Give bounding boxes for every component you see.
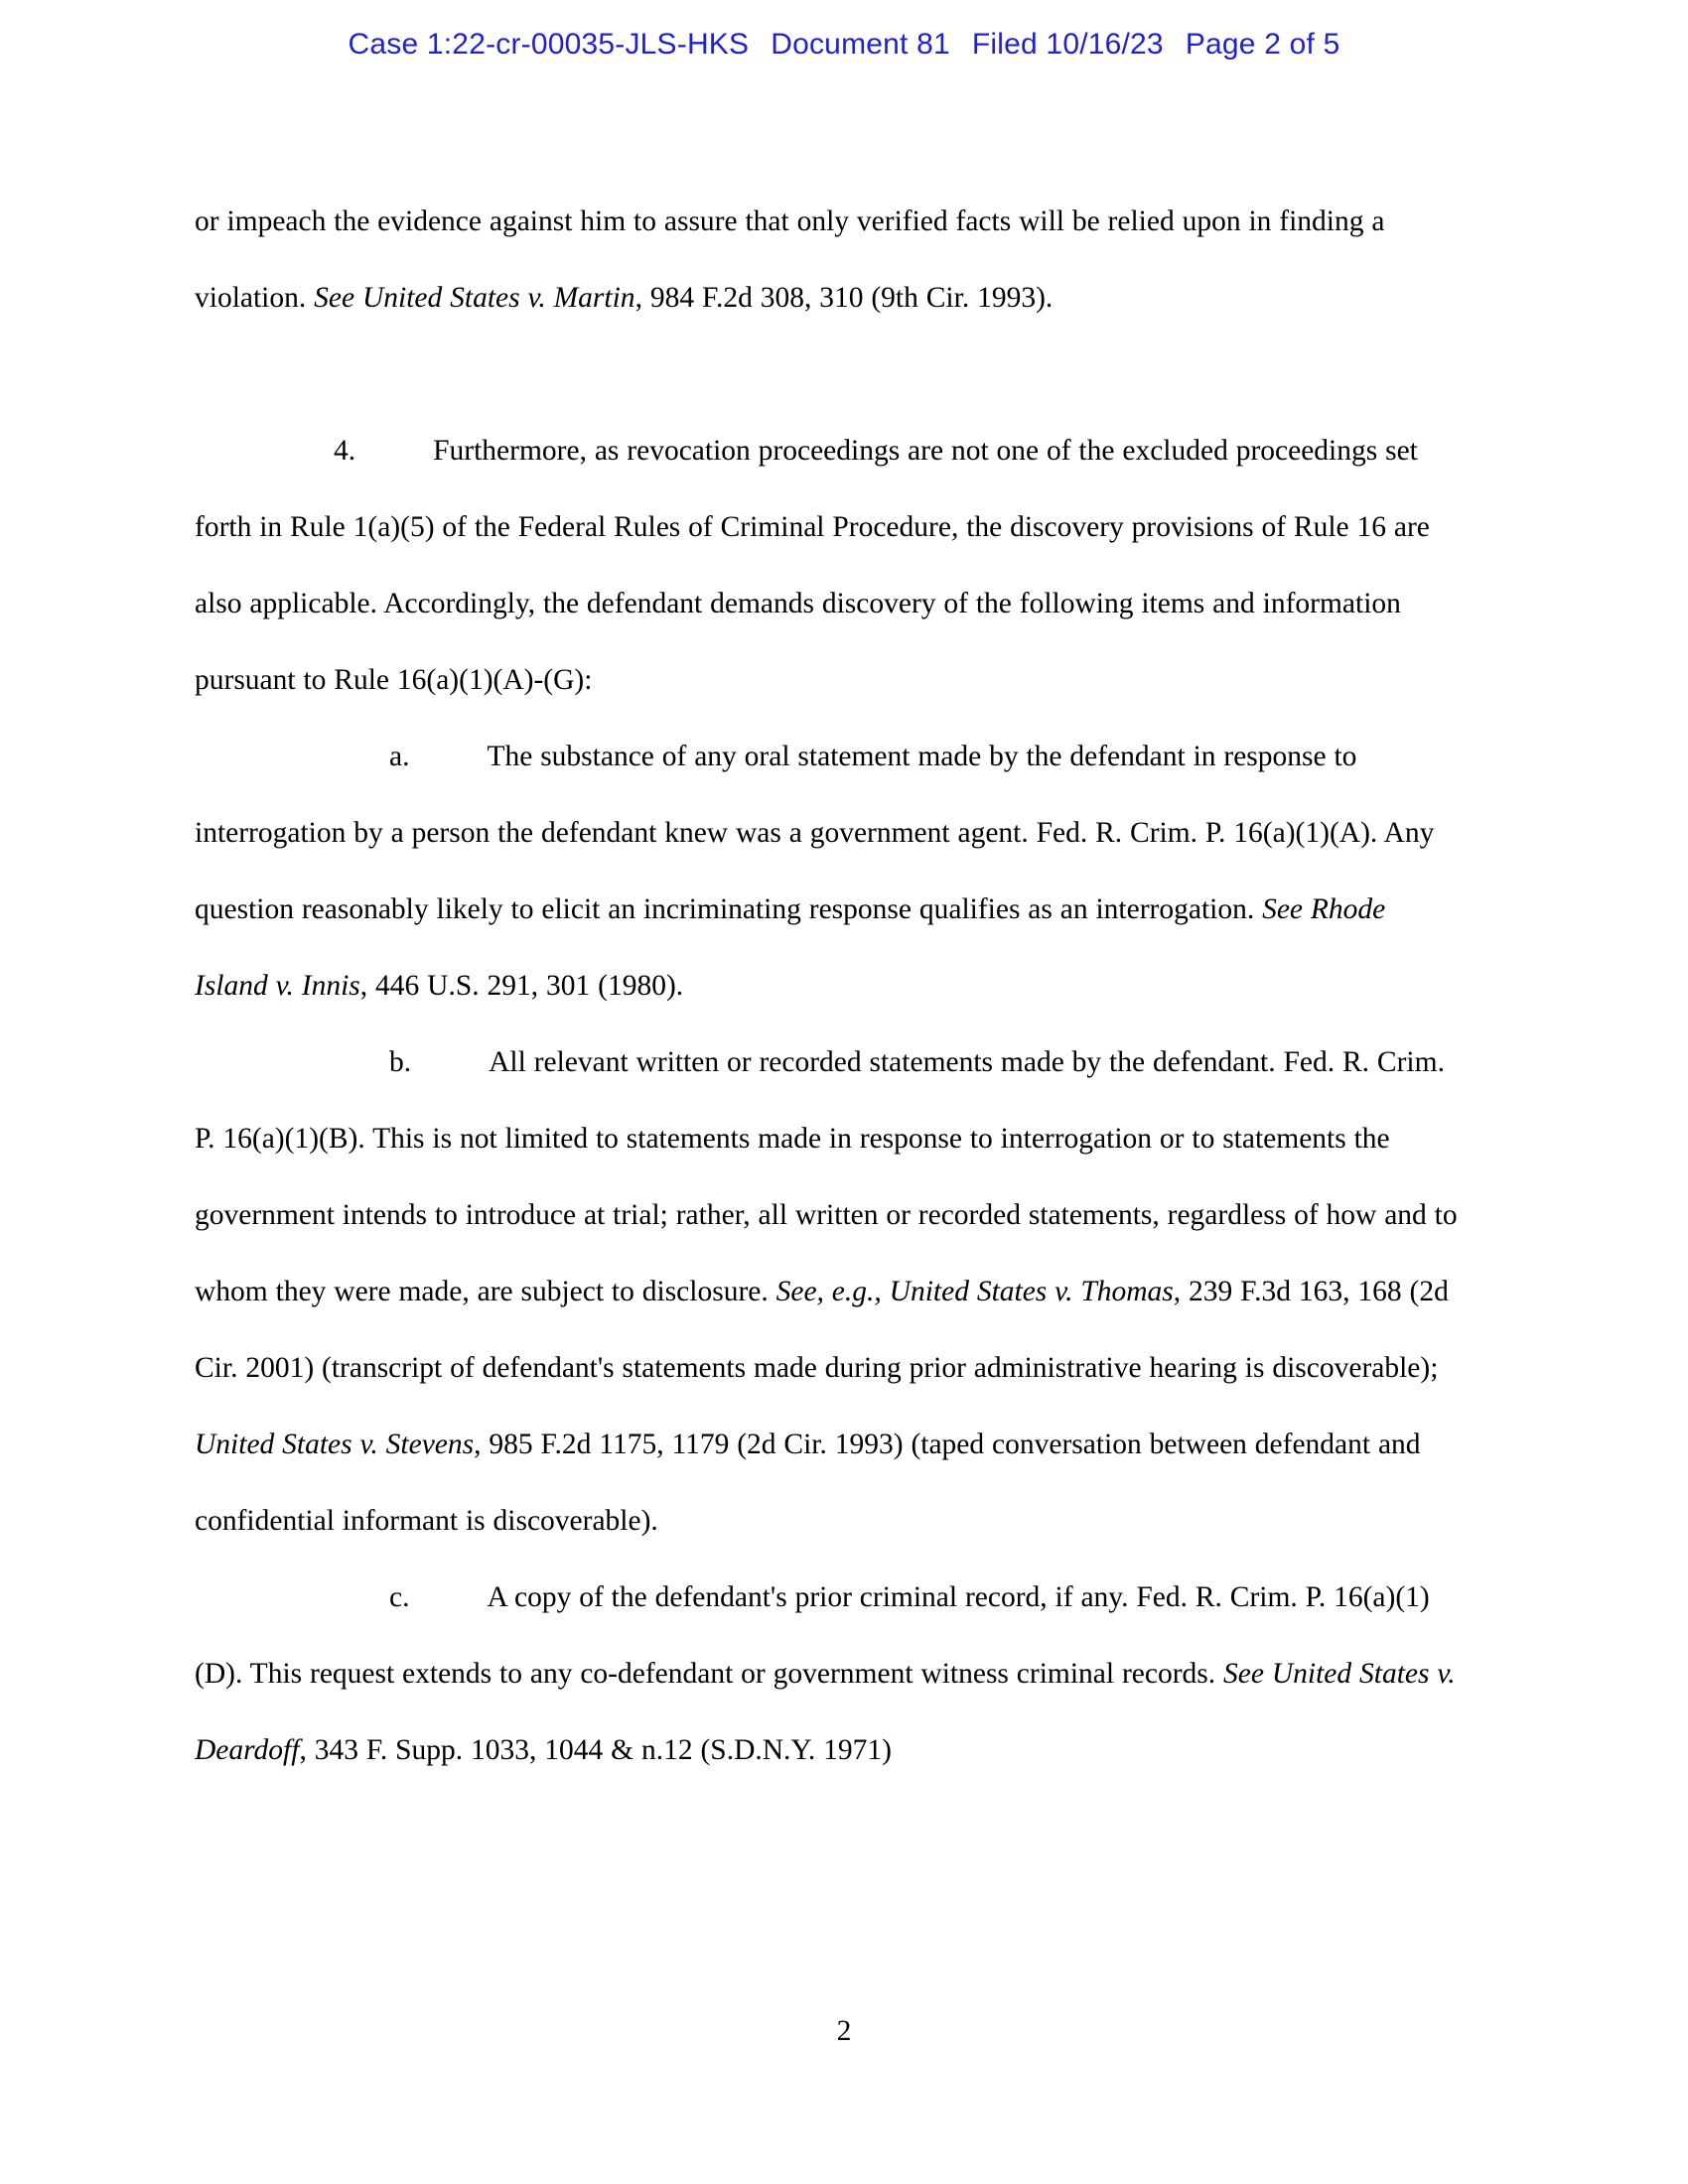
ecf-case-number: Case 1:22-cr-00035-JLS-HKS (348, 28, 750, 61)
paragraph-4 (195, 413, 1466, 719)
carryover-line-2-pre: finding a violation. (195, 205, 1385, 314)
ecf-filing-header (0, 28, 1688, 62)
ecf-filed-date: Filed 10/16/23 (971, 28, 1164, 61)
paragraph-4-text: Furthermore, as revocation proceedings are not one of the excluded proceedings set forth in Rule 1(a)(5) of the Federal Rules of Criminal Procedure, the discovery provisions of Rule 16 are also applicable. Accordingly, the defendant demands discovery of the following items and information pursuant to Rule 16(a)(1)(A)-(G): (195, 435, 1430, 696)
carryover-line-1: or impeach the evidence against him to assure that only verified facts will be relied upon in (195, 205, 1272, 237)
citation-stevens: United States v. Stevens (195, 1429, 475, 1460)
citation-deardoff: See United States v. Deardoff (195, 1658, 1456, 1766)
subparagraph-c-text-post: , 343 F. Supp. 1033, 1044 & n.12 (S.D.N.Y. 1971) (299, 1734, 892, 1766)
citation-thomas: See, e.g., United States v. Thomas (775, 1276, 1174, 1307)
ecf-document-number: Document 81 (771, 28, 950, 61)
citation-innis: See Rhode Island v. Innis (195, 893, 1386, 1002)
citation-martin: See United States v. Martin (314, 282, 635, 314)
footer-page-number: 2 (836, 2015, 852, 2047)
paragraph-carryover (195, 184, 1466, 337)
subparagraph-b-text-pre: All relevant written or recorded statements made by the defendant. Fed. R. Crim. P. 16(a)(1)(B). This is not limited to statements made in response to interrogation or to statements the government intends to introduce at trial; rather, all written or recorded statements, regardless of how and to whom they were made, are subject to disclosure. (195, 1046, 1458, 1307)
ecf-page-indicator: Page 2 of 5 (1185, 28, 1340, 61)
subparagraph-a-text-pre: The substance of any oral statement made by the defendant in response to interrogation by a person the defendant knew was a government agent. Fed. R. Crim. P. 16(a)(1)(A). Any question reasonably likely to elicit an incriminating response qualifies as an interrogation. (195, 741, 1435, 925)
subparagraph-b-letter: b. (389, 1046, 412, 1078)
subparagraph-a-text-post: , 446 U.S. 291, 301 (1980). (359, 970, 684, 1002)
document-body (195, 184, 1466, 1789)
subparagraph-b-text-mid: , 239 F.3d 163, 168 (2d Cir. 2001) (transcript of defendant's statements made during prior administrative hearing is discoverable); (195, 1276, 1449, 1384)
subparagraph-c-letter: c. (389, 1581, 410, 1613)
paragraph-spacer (195, 337, 1466, 413)
subparagraph-c-text-pre: A copy of the defendant's prior criminal record, if any. Fed. R. Crim. P. 16(a)(1)(D). This request extends to any co-defendant or government witness criminal records. (195, 1581, 1430, 1690)
subparagraph-a (195, 719, 1466, 1024)
subparagraph-a-letter: a. (389, 741, 410, 772)
subparagraph-b-text-post: , 985 F.2d 1175, 1179 (2d Cir. 1993) (taped conversation between defendant and confidential informant is discoverable). (195, 1429, 1421, 1537)
carryover-line-2-post: , 984 F.2d 308, 310 (9th Cir. 1993). (634, 282, 1054, 314)
subparagraph-c (195, 1560, 1466, 1789)
subparagraph-b (195, 1024, 1466, 1560)
paragraph-4-number: 4. (334, 435, 356, 467)
